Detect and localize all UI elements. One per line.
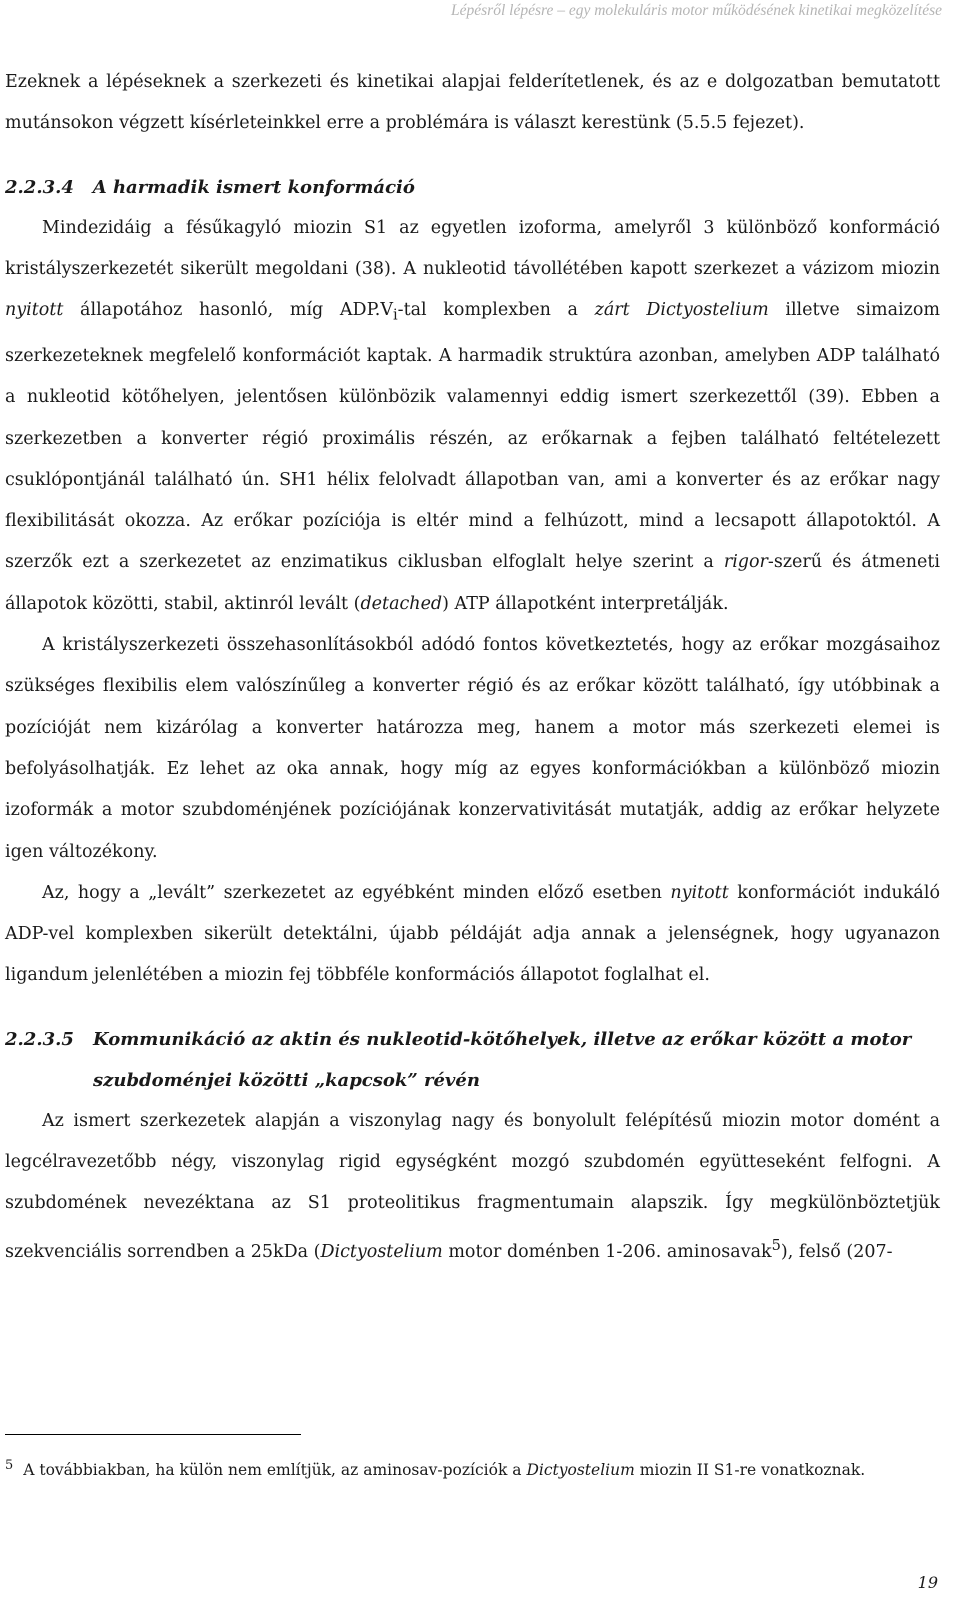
- paragraph: [5, 208, 940, 625]
- page-body: [5, 62, 940, 1273]
- footnote: [5, 1452, 940, 1484]
- text-run: motor doménben 1-206. aminosavak: [442, 1241, 772, 1262]
- section-title: A harmadik ismert konformáció: [92, 176, 415, 198]
- text-run: állapotához hasonló, míg ADP.V: [63, 300, 393, 321]
- section-heading: [5, 167, 940, 208]
- paragraph: A kristályszerkezeti összehasonlításokból adódó fontos következtetés, hogy az erőkar mozgásaihoz szükséges flexibilis elem valószínűleg a konverter régió és az erőkar között található, így utóbbinak a pozícióját nem kizárólag a konverter határozza meg, hanem a motor más szerkezeti elemei is befolyásolhatják. Ez lehet az oka annak, hogy míg az egyes konformációkban a különböző miozin izoformák a motor szubdoménjének pozíciójának konzervativitását mutatják, addig az erőkar helyzete igen változékony.: [5, 635, 940, 862]
- text-run: -szerű és átmeneti állapotok közötti, stabil, aktinról levált (: [5, 552, 940, 614]
- paragraph: [5, 1101, 940, 1273]
- italic-term: nyitott: [670, 882, 729, 903]
- text-run: A továbbiakban, ha külön nem említjük, az aminosav-pozíciók a: [23, 1461, 527, 1480]
- section-title: Kommunikáció az aktin és nukleotid-kötőhelyek, illetve az erőkar között a motor szubdoménjei közötti „kapcsok” révén: [93, 1028, 912, 1091]
- italic-term: detached: [360, 593, 443, 614]
- section-number: 2.2.3.5: [5, 1028, 74, 1050]
- text-run: -tal komplexben a: [397, 300, 595, 321]
- italic-term: Dictyostelium: [320, 1241, 443, 1262]
- section-heading: [5, 1019, 940, 1101]
- running-header: Lépésről lépésre – egy molekuláris motor működésének kinetikai megközelítése: [451, 2, 942, 19]
- subscript: i: [393, 306, 398, 324]
- italic-term: nyitott: [5, 300, 64, 321]
- paragraph: [5, 873, 940, 997]
- text-run: ) ATP állapotként interpretálják.: [442, 593, 729, 614]
- text-run: konformációt indukáló ADP-vel komplexben sikerült detektálni, újabb példáját adja annak a jelenségnek, hogy ugyanazon ligandum jelenlétében a miozin fej többféle konformációs állapotot foglalhat el.: [5, 882, 941, 986]
- text-run: Az ismert szerkezetek alapján a viszonylag nagy és bonyolult felépítésű miozin motor domént a legcélravezetőbb négy, viszonylag rigid egységként mozgó szubdomén együtteseként felfogni. A szubdomének nevezéktana az S1 proteolitikus fragmentumain alapszik. Így megkülönböztetjük szekvenciális sorrendben a 25kDa (: [5, 1110, 940, 1262]
- page-number: 19: [917, 1573, 938, 1592]
- footnote-separator: [5, 1434, 301, 1435]
- section-number: 2.2.3.4: [5, 176, 74, 198]
- text-run: Mindezidáig a fésűkagyló miozin S1 az egyetlen izoforma, amelyről 3 különböző konformáció kristályszerkezetét sikerült megoldani (38). A nukleotid távollétében kapott szerkezet a vázizom miozin: [5, 217, 940, 279]
- text-run: Az, hogy a „levált” szerkezetet az egyébként minden előző esetben: [42, 882, 671, 903]
- intro-paragraph: Ezeknek a lépéseknek a szerkezeti és kinetikai alapjai felderítetlenek, és az e dolgozatban bemutatott mutánsokon végzett kísérleteinkkel erre a problémára is választ kerestünk (5.5.5 fejezet).: [5, 72, 940, 134]
- footnote-ref: 5: [771, 1236, 781, 1254]
- footnote-mark: 5: [5, 1458, 14, 1473]
- text-run: illetve simaizom szerkezeteknek megfelelő konformációt kaptak. A harmadik struktúra azonban, amelyben ADP található a nukleotid kötőhelyen, jelentősen különbözik valamennyi eddig ismert szerkezettől (39). Ebben a szerkezetben a konverter régió proximális részén, az erőkarnak a fejben található feltételezett csuklópontjánál található ún. SH1 hélix felolvadt állapotban van, ami a konverter és az erőkar nagy flexibilitását okozza. Az erőkar pozíciója is eltér mind a felhúzott, mind a lecsapott állapotoktól. A szerzők ezt a szerkezetet az enzimatikus ciklusban elfoglalt helye szerint a: [5, 300, 940, 573]
- italic-term: rigor: [723, 552, 768, 573]
- italic-term: Dictyostelium: [526, 1461, 635, 1480]
- text-run: miozin II S1-re vonatkoznak.: [634, 1461, 866, 1480]
- italic-term: zárt Dictyostelium: [594, 300, 769, 321]
- text-run: ), felső (207-: [780, 1241, 893, 1262]
